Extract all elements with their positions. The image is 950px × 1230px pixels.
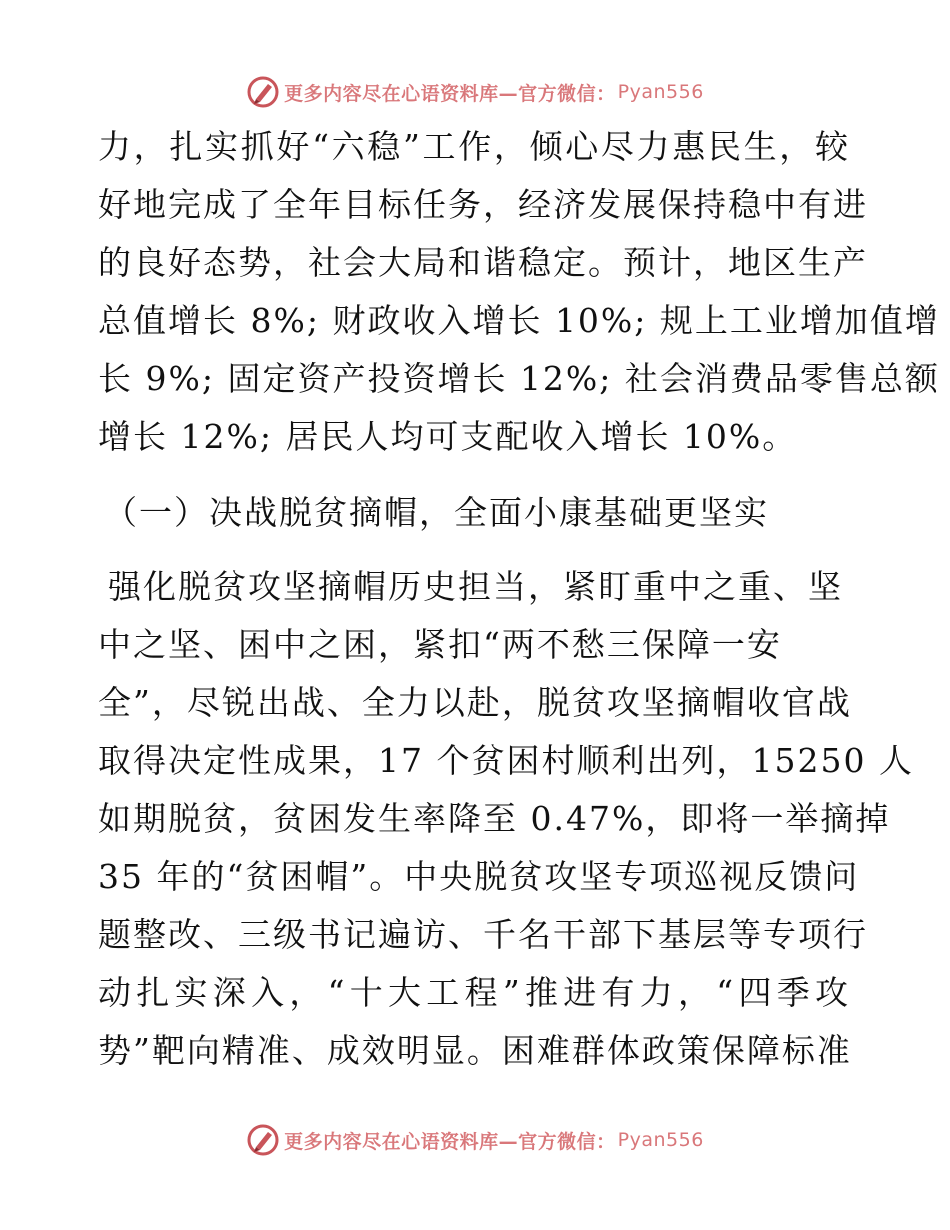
text-line: 总值增长 8%; 财政收入增长 10%; 规上工业增加值增 [98, 301, 940, 340]
text-line: 如期脱贫，贫困发生率降至 0.47%，即将一举摘掉 [98, 799, 891, 838]
text-line: 中之坚、困中之困，紧扣“两不愁三保障一安 [98, 625, 782, 664]
text-line: 题整改、三级书记遍访、千名干部下基层等专项行 [98, 915, 868, 954]
text-line: 强化脱贫攻坚摘帽历史担当，紧盯重中之重、坚 [108, 567, 843, 606]
text-line: 势”靶向精准、成效明显。困难群体政策保障标准 [98, 1031, 852, 1070]
section-heading: （一）决战脱贫摘帽，全面小康基础更坚实 [104, 493, 769, 532]
text-line: 增长 12%; 居民人均可支配收入增长 10%。 [98, 417, 798, 456]
pen-logo-icon [246, 1123, 280, 1157]
text-line: 的良好态势，社会大局和谐稳定。预计，地区生产 [98, 243, 868, 282]
text-line: 动扎实深入，“十大工程”推进有力，“四季攻 [98, 973, 850, 1012]
text-line: 取得决定性成果，17 个贫困村顺利出列，15250 人 [98, 741, 914, 780]
text-line: 全”，尽锐出战、全力以赴，脱贫攻坚摘帽收官战 [98, 683, 852, 722]
watermark-account: Pyan556 [617, 1129, 704, 1151]
header-watermark [0, 72, 950, 112]
text-line: 35 年的“贫困帽”。中央脱贫攻坚专项巡视反馈问 [98, 857, 860, 896]
text-line: 好地完成了全年目标任务，经济发展保持稳中有进 [98, 185, 868, 224]
watermark-account: Pyan556 [617, 81, 704, 103]
text-line: 力，扎实抓好“六稳”工作，倾心尽力惠民生，较 [98, 127, 850, 166]
watermark-text: 更多内容尽在心语资料库—官方微信： [284, 82, 616, 105]
text-line: 长 9%; 固定资产投资增长 12%; 社会消费品零售总额 [98, 359, 940, 398]
watermark-text: 更多内容尽在心语资料库—官方微信： [284, 1130, 616, 1153]
footer-watermark [0, 1120, 950, 1160]
pen-logo-icon [246, 75, 280, 109]
